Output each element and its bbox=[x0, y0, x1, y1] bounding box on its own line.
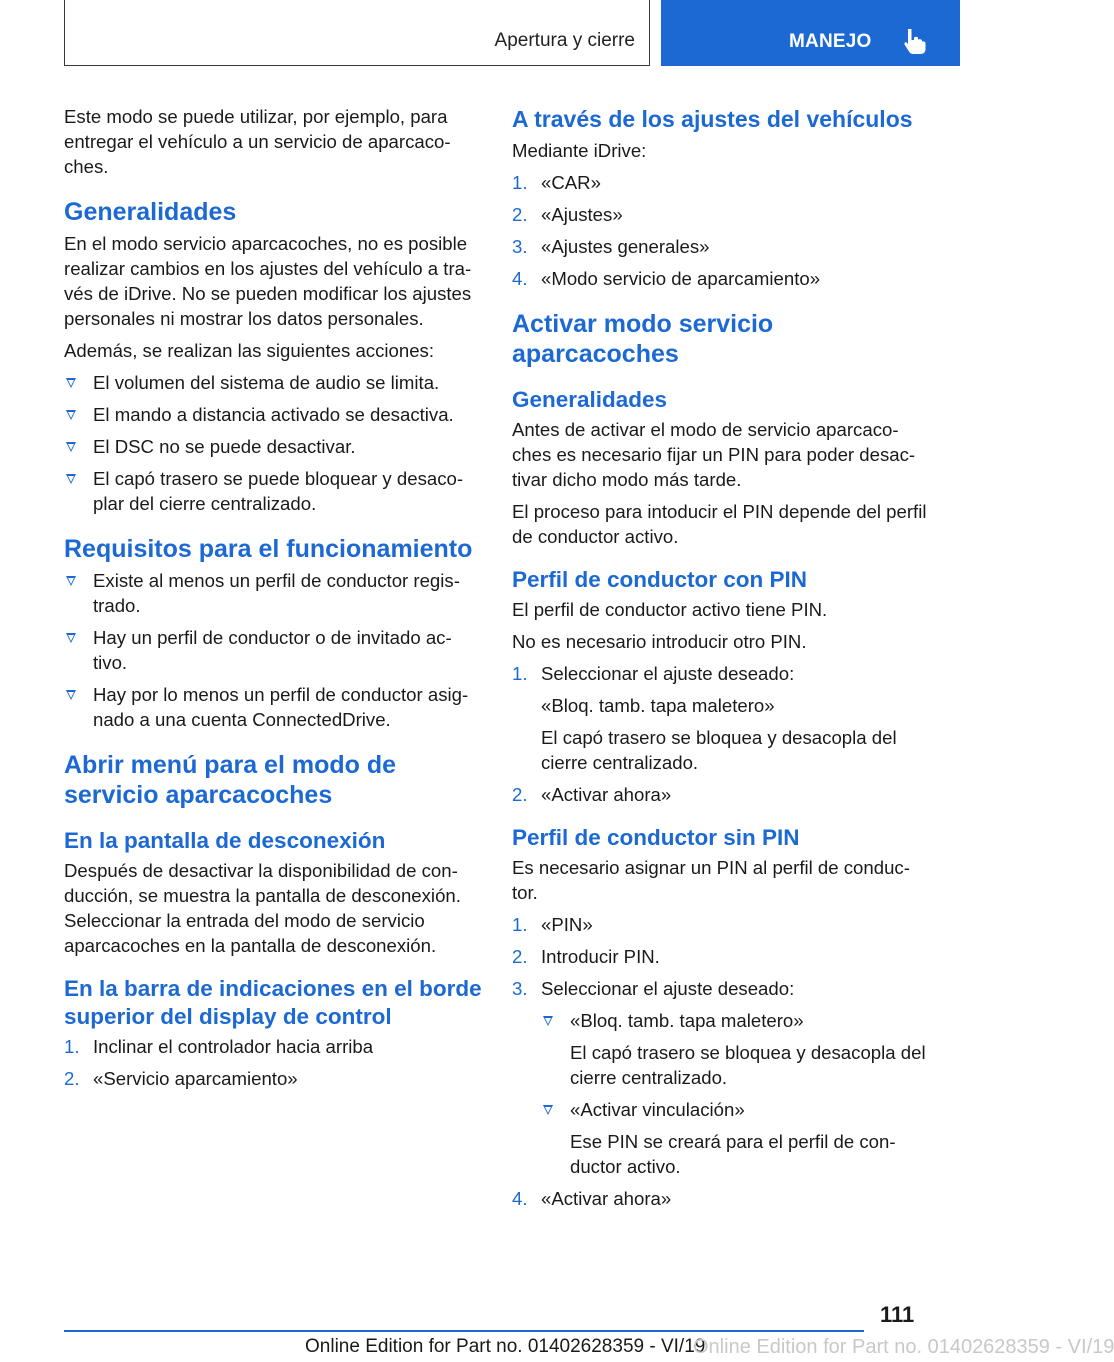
con-pin-paragraph-1: El perfil de conductor activo tiene PIN. bbox=[512, 599, 828, 620]
heading-perfil-con-pin: Perfil de conductor con PIN bbox=[512, 567, 808, 592]
step-item: 2. «Servicio aparcamiento» bbox=[64, 1068, 298, 1089]
heading-ajustes-vehiculo: A través de los ajustes del vehículos bbox=[512, 106, 913, 132]
step-item: 2. «Ajustes» bbox=[512, 204, 623, 225]
list-item: El mando a distancia activado se desactiva. bbox=[64, 402, 482, 427]
step-item: 1. «CAR» bbox=[512, 172, 601, 193]
triangle-bullet-icon bbox=[543, 1016, 553, 1026]
step-item: 2. «Activar ahora» bbox=[512, 784, 672, 805]
triangle-bullet-icon bbox=[66, 633, 76, 643]
activar-paragraph-1: Antes de activar el modo de servicio aparcaco-ches es necesario fijar un PIN para poder desac-tivar dicho modo más tarde. bbox=[512, 419, 916, 490]
left-column bbox=[64, 104, 482, 1098]
step-item: 3. «Ajustes generales» bbox=[512, 236, 710, 257]
right-column bbox=[512, 104, 930, 1218]
list-item: El capó trasero se puede bloquear y desaco-plar del cierre centralizado. bbox=[64, 466, 482, 516]
step-item: 3. Seleccionar el ajuste deseado: «Bloq. tamb. tapa maletero» El capó trasero se bloquea y desacopla del cierre centralizado. «Activar vinculación» Ese PIN se creará para el perfil de con-ductor activo. bbox=[512, 976, 930, 1179]
triangle-bullet-icon bbox=[66, 690, 76, 700]
triangle-bullet-icon bbox=[66, 442, 76, 452]
step-item: 4. «Activar ahora» bbox=[512, 1188, 672, 1209]
triangle-bullet-icon bbox=[66, 410, 76, 420]
nested-list bbox=[541, 1008, 930, 1179]
heading-activar-modo: Activar modo servicio aparcacoches bbox=[512, 310, 774, 368]
list-item: Hay por lo menos un perfil de conductor asig-nado a una cuenta ConnectedDrive. bbox=[64, 682, 482, 732]
step-number: 4. bbox=[512, 268, 528, 289]
triangle-bullet-icon bbox=[66, 474, 76, 484]
step-number: 2. bbox=[64, 1068, 80, 1089]
step-item: 4. «Modo servicio de aparcamiento» bbox=[512, 268, 821, 289]
idrive-paragraph: Mediante iDrive: bbox=[512, 140, 647, 161]
step-item: 1. Inclinar el controlador hacia arriba bbox=[64, 1036, 374, 1057]
list-item: Existe al menos un perfil de conductor regis-trado. bbox=[64, 568, 482, 618]
step-number: 2. bbox=[512, 784, 528, 805]
page-number: 111 bbox=[880, 1302, 915, 1327]
step-description: El capó trasero se bloquea y desacopla del cierre centralizado. bbox=[541, 727, 897, 773]
list-item: Hay un perfil de conductor o de invitado ac-tivo. bbox=[64, 625, 482, 675]
step-number: 3. bbox=[512, 978, 528, 999]
heading-generalidades-activar: Generalidades bbox=[512, 387, 668, 412]
list-item: El volumen del sistema de audio se limita. bbox=[64, 370, 482, 395]
watermark: Online Edition for Part no. 01402628359 - VI/19 bbox=[693, 1336, 1114, 1358]
step-item: 2. Introducir PIN. bbox=[512, 946, 660, 967]
list-item: El DSC no se puede desactivar. bbox=[64, 434, 482, 459]
section-header bbox=[64, 0, 650, 66]
list-item: «Bloq. tamb. tapa maletero» El capó trasero se bloquea y desacopla del cierre centralizado. bbox=[541, 1008, 930, 1090]
step-number: 1. bbox=[512, 663, 528, 684]
triangle-bullet-icon bbox=[66, 576, 76, 586]
heading-perfil-sin-pin: Perfil de conductor sin PIN bbox=[512, 825, 800, 850]
heading-requisitos: Requisitos para el funcionamiento bbox=[64, 535, 473, 563]
heading-generalidades: Generalidades bbox=[64, 198, 237, 226]
chapter-tab[interactable] bbox=[661, 0, 960, 66]
heading-barra-indicaciones: En la barra de indicaciones en el borde superior del display de control bbox=[64, 976, 482, 1029]
heading-pantalla-desconexion: En la pantalla de desconexión bbox=[64, 828, 386, 853]
con-pin-paragraph-2: No es necesario introducir otro PIN. bbox=[512, 631, 807, 652]
chapter-tab-label: MANEJO bbox=[789, 31, 872, 52]
step-number: 1. bbox=[512, 172, 528, 193]
step-number: 2. bbox=[512, 204, 528, 225]
hand-pointer-icon bbox=[900, 26, 930, 56]
step-number: 1. bbox=[512, 914, 528, 935]
edition-text: Online Edition for Part no. 01402628359 - VI/19 bbox=[305, 1336, 706, 1357]
intro-paragraph: Este modo se puede utilizar, por ejemplo, para entregar el vehículo a un servicio de aparcaco-ches. bbox=[64, 106, 451, 177]
list-item: «Activar vinculación» Ese PIN se creará para el perfil de con-ductor activo. bbox=[541, 1097, 930, 1179]
step-number: 2. bbox=[512, 946, 528, 967]
generalidades-paragraph: En el modo servicio aparcacoches, no es posible realizar cambios en los ajustes del vehículo a tra-vés de iDrive. No se pueden modificar los ajustes personales ni mostrar los datos personales. bbox=[64, 233, 472, 329]
step-option: «Bloq. tamb. tapa maletero» bbox=[541, 695, 775, 716]
triangle-bullet-icon bbox=[66, 378, 76, 388]
triangle-bullet-icon bbox=[543, 1105, 553, 1115]
step-number: 1. bbox=[64, 1036, 80, 1057]
heading-abrir-menu: Abrir menú para el modo de servicio aparcacoches bbox=[64, 751, 397, 809]
activar-paragraph-2: El proceso para intoducir el PIN depende del perfil de conductor activo. bbox=[512, 501, 927, 547]
step-item: 1. Seleccionar el ajuste deseado: «Bloq. tamb. tapa maletero» El capó trasero se bloquea y desacopla del cierre centralizado. bbox=[512, 661, 930, 775]
step-number: 3. bbox=[512, 236, 528, 257]
section-title: Apertura y cierre bbox=[494, 30, 635, 51]
sin-pin-paragraph: Es necesario asignar un PIN al perfil de conduc-tor. bbox=[512, 857, 910, 903]
footer-divider bbox=[64, 1330, 864, 1332]
acciones-intro: Además, se realizan las siguientes acciones: bbox=[64, 340, 435, 361]
step-number: 4. bbox=[512, 1188, 528, 1209]
step-item: 1. «PIN» bbox=[512, 914, 593, 935]
pantalla-paragraph: Después de desactivar la disponibilidad de con-ducción, se muestra la pantalla de desconexión. Seleccionar la entrada del modo de servicio aparcacoches en la pantalla de desconexión. bbox=[64, 860, 461, 956]
